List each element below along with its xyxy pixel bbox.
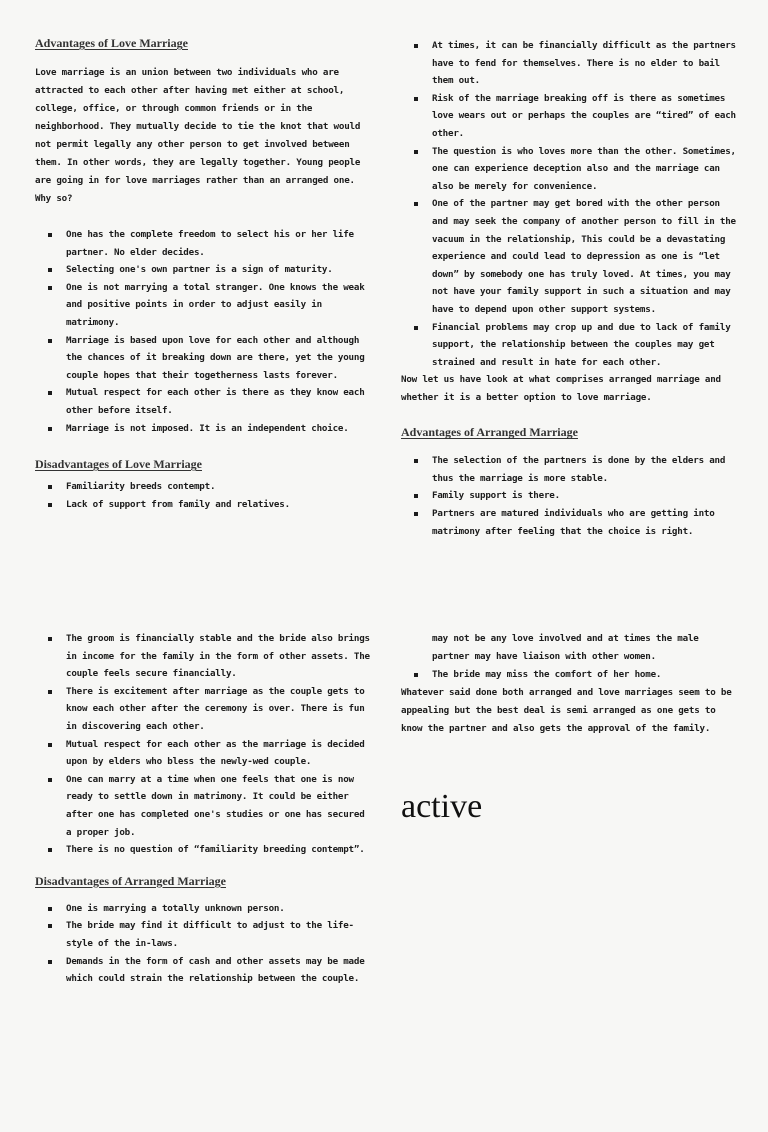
heading-arranged-marriage-advantages: Advantages of Arranged Marriage — [401, 425, 578, 440]
conclusion-paragraph: Whatever said done both arranged and love marriages seem to be appealing but the best deal is semi arranged as one gets to know the partner and also gets the approval of the family. — [401, 686, 732, 734]
arranged-advantages-list-continued — [35, 630, 370, 859]
list-item: The bride may miss the comfort of her home. — [401, 666, 736, 684]
arranged-disadvantages-list-continued — [401, 666, 736, 684]
list-item: Mutual respect for each other as the marriage is decided upon by elders who bless the newly-wed couple. — [35, 736, 370, 771]
list-item: The bride may find it difficult to adjust to the life-style of the in-laws. — [35, 917, 370, 952]
list-item: There is no question of “familiarity breeding contempt”. — [35, 841, 370, 859]
list-item: Risk of the marriage breaking off is there as sometimes love wears out or perhaps the couples are “tired” of each other. — [401, 90, 736, 143]
document-page-1 — [0, 0, 768, 537]
list-item: One can marry at a time when one feels that one is now ready to settle down in matrimony. It could be either after one has completed one's studies or one has secured a proper job. — [35, 771, 370, 841]
list-item: One of the partner may get bored with the other person and may seek the company of another person to fill in the vacuum in the relationship, This could be a devastating experience and could lead to depression as one is “let down” by somebody one has truly loved. At times, you may not have your family support in such a situation and may have to depend upon other support systems. — [401, 195, 736, 318]
list-item: Familiarity breeds contempt. — [35, 478, 370, 496]
list-item: Marriage is not imposed. It is an independent choice. — [35, 420, 370, 438]
list-item: The groom is financially stable and the bride also brings in income for the family in the form of other assets. The couple feels secure financially. — [35, 630, 370, 683]
love-disadvantages-list-continued — [401, 37, 736, 371]
heading-love-marriage-advantages: Advantages of Love Marriage — [35, 36, 188, 50]
list-item: Family support is there. — [401, 487, 736, 505]
intro-paragraph: Love marriage is an union between two individuals who are attracted to each other after having met either at school, college, office, or through common friends or in the neighborhood. They mutually decide to tie the knot that would not permit legally any other person to get involved between them. In other words, they are legally together. Young people are going in for love marriages rather than an arranged one. Why so? — [35, 67, 361, 204]
transition-paragraph: Now let us have look at what comprises arranged marriage and whether it is a better option to love marriage. — [401, 374, 721, 404]
arranged-advantages-list — [401, 452, 736, 540]
list-item: Partners are matured individuals who are getting into matrimony after feeling that the choice is right. — [401, 505, 736, 540]
arranged-disadvantages-list — [35, 900, 370, 988]
list-item: Marriage is based upon love for each other and although the chances of it breaking down are there, yet the young couple hopes that their togetherness lasts forever. — [35, 332, 370, 385]
list-item: Mutual respect for each other is there as they know each other before itself. — [35, 384, 370, 419]
list-continuation-text: may not be any love involved and at times the male partner may have liaison with other women. — [432, 633, 699, 662]
list-item: One is not marrying a total stranger. One knows the weak and positive points in order to adjust easily in matrimony. — [35, 279, 370, 332]
love-disadvantages-list — [35, 478, 370, 513]
page1-left-column — [35, 36, 370, 513]
list-item: Selecting one's own partner is a sign of maturity. — [35, 261, 370, 279]
page2-left-column — [35, 630, 370, 988]
list-item: Financial problems may crop up and due to lack of family support, the relationship between the couples may get strained and result in hate for each other. — [401, 319, 736, 372]
large-word-active: active — [401, 787, 483, 825]
page2-right-column — [401, 630, 736, 826]
heading-arranged-marriage-disadvantages: Disadvantages of Arranged Marriage — [35, 873, 226, 888]
list-item: There is excitement after marriage as the couple gets to know each other after the ceremony is over. There is fun in discovering each other. — [35, 683, 370, 736]
document-page-2 — [0, 620, 768, 1132]
list-item: Demands in the form of cash and other assets may be made which could strain the relationship between the couple. — [35, 953, 370, 988]
page1-right-column — [401, 37, 736, 540]
list-item: At times, it can be financially difficult as the partners have to fend for themselves. There is no elder to bail them out. — [401, 37, 736, 90]
love-advantages-list — [35, 226, 370, 437]
list-item: One is marrying a totally unknown person. — [35, 900, 370, 918]
list-item: The question is who loves more than the other. Sometimes, one can experience deception also and the marriage can also be merely for convenience. — [401, 143, 736, 196]
heading-love-marriage-disadvantages: Disadvantages of Love Marriage — [35, 457, 202, 472]
list-item: Lack of support from family and relatives. — [35, 496, 370, 514]
list-item: The selection of the partners is done by the elders and thus the marriage is more stable. — [401, 452, 736, 487]
list-item: One has the complete freedom to select his or her life partner. No elder decides. — [35, 226, 370, 261]
